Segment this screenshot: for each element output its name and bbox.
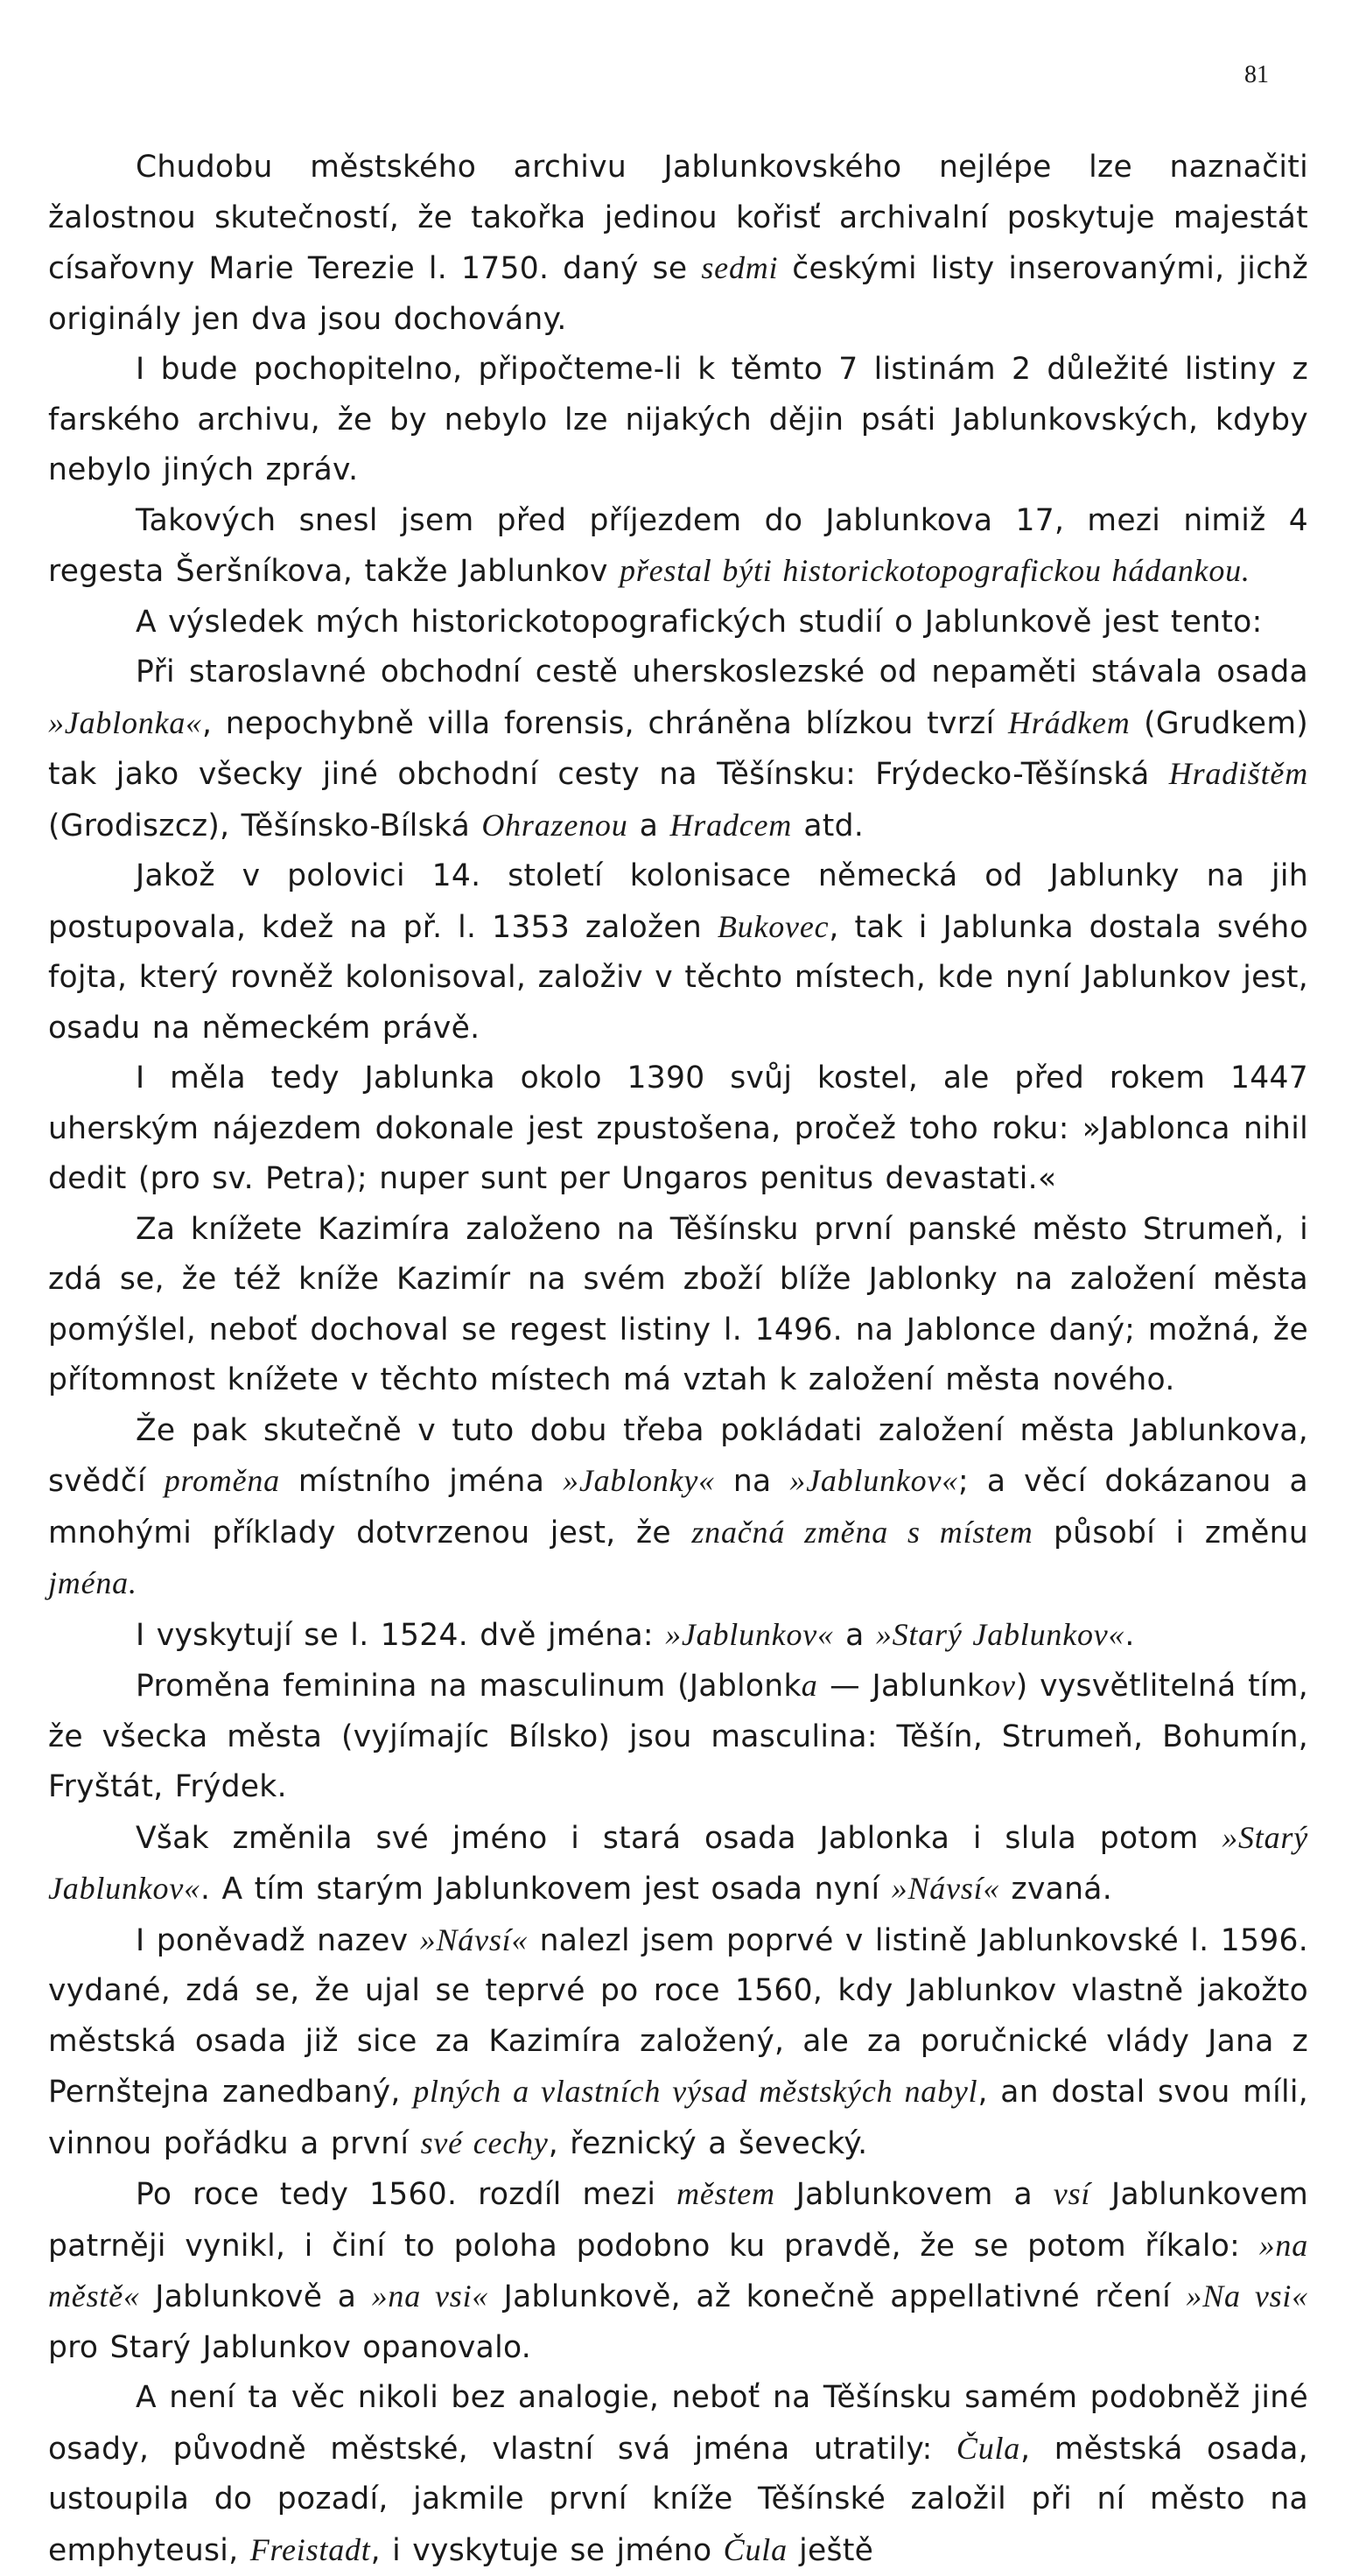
italic-run: »Návsí« <box>891 1871 1000 1906</box>
italic-run: »na městě« <box>48 2227 1308 2314</box>
text-run: , řeznický a ševecký. <box>548 2125 868 2161</box>
text-run: a <box>833 1617 876 1653</box>
italic-run: a <box>801 1668 818 1703</box>
italic-run: Hradcem <box>669 807 793 843</box>
italic-run: městem <box>676 2176 775 2211</box>
text-run: (Grodiszcz), Těšínsko-Bílská <box>48 808 482 844</box>
text-run: I bude pochopitelno, připočteme-li k těmto 7 listinám 2 důležité listiny z farského archivu, že by nebylo lze nijakých dějin psáti Jablunkovských, kdyby nebylo jiných zpráv. <box>48 352 1308 487</box>
body-text <box>48 143 1308 2576</box>
paragraph <box>48 1205 1308 1406</box>
italic-run: přestal býti historickotopografickou hádankou. <box>620 553 1250 588</box>
text-run: I měla tedy Jablunka okolo 1390 svůj kostel, ale před rokem 1447 uherským nájezdem dokonale jest zpustošena, pročež toho roku: »Jablonca nihil dedit (pro sv. Petra); nuper sunt per Ungaros penitus devastati.« <box>48 1060 1308 1196</box>
text-run: místního jména <box>280 1464 564 1499</box>
text-run: , an dostal svou míli, vinnou pořádku a první <box>48 2075 1309 2161</box>
text-run: ; a věcí dokázanou a mnohými příklady dotvrzenou jest, že <box>48 1464 1308 1550</box>
text-run: . A tím starým Jablunkovem jest osada nyní <box>200 1872 892 1907</box>
text-run: A výsledek mých historickotopografických studií o Jablunkově jest tento: <box>136 604 1263 640</box>
paragraph <box>48 2169 1308 2373</box>
text-run: Že pak skutečně v tuto dobu třeba pokládati založení města Jablunkova, svědčí <box>48 1412 1308 1499</box>
italic-run: »Starý Jablunkov« <box>48 1819 1308 1906</box>
paragraph <box>48 143 1308 345</box>
text-run: Po roce tedy 1560. rozdíl mezi <box>136 2177 677 2212</box>
text-run: nalezl jsem poprvé v listině Jablunkovské l. 1596. vydané, zdá se, že ujal se teprvé po roce 1560, kdy Jablunkov vlastně jakožto městská osada již sice za Kazimíra založený, ale za poručnické vlády Jana z Pernštejna zanedbaný, <box>48 1922 1308 2110</box>
text-run: a <box>627 808 670 844</box>
text-run: Však změnila své jméno i stará osada Jablonka i slula potom <box>136 1820 1222 1856</box>
text-run: Za knížete Kazimíra založeno na Těšínsku první panské město Strumeň, i zdá se, že též kníže Kazimír na svém zboží blíže Jablonky na založení města pomýšlel, neboť dochoval se regest listiny l. 1496. na Jablonce daný; možná, že přítomnost knížete v těchto místech má vztah k založení města nového. <box>48 1211 1308 1397</box>
italic-run: jména. <box>48 1565 137 1600</box>
italic-run: Čula <box>723 2531 788 2567</box>
paragraph <box>48 496 1308 598</box>
text-run: . <box>1124 1617 1135 1653</box>
text-run: zvaná. <box>999 1872 1112 1907</box>
text-run: Jakož v polovici 14. století kolonisace německá od Jablunky na jih postupovala, kdež na př. l. 1353 založen <box>48 858 1308 945</box>
italic-run: »Jablonka« <box>48 704 202 740</box>
text-run: českými listy inserovanými, jichž originály jen dva jsou dochovány. <box>48 251 1308 337</box>
italic-run: ov <box>984 1668 1016 1703</box>
text-run: ještě <box>787 2532 874 2568</box>
text-run: působí i změnu <box>1033 1515 1308 1550</box>
italic-run: Čula <box>956 2430 1021 2466</box>
text-run: I poněvadž nazev <box>136 1922 420 1958</box>
italic-run: »Na vsi« <box>1186 2278 1309 2314</box>
italic-run: »Jablunkov« <box>665 1616 834 1652</box>
text-run: na <box>714 1464 790 1499</box>
italic-run: své cechy <box>420 2124 549 2160</box>
text-run: , nepochybně villa forensis, chráněna blízkou tvrzí <box>201 705 1008 741</box>
text-run: Při staroslavné obchodní cestě uherskoslezské od nepaměti stávala osada <box>136 654 1308 690</box>
text-run: Jablunkově, až konečně appellativné rčení <box>488 2279 1187 2314</box>
text-run: I vyskytují se l. 1524. dvě jména: <box>136 1617 666 1653</box>
text-run: atd. <box>792 808 865 844</box>
text-run: Jablunkovem a <box>774 2177 1054 2212</box>
text-run: (Grudkem) tak jako všecky jiné obchodní cesty na Těšínsku: Frýdecko-Těšínská <box>48 705 1308 792</box>
paragraph <box>48 1610 1308 1662</box>
italic-run: proměna <box>164 1463 280 1498</box>
paragraph <box>48 1915 1308 2170</box>
italic-run: Hradištěm <box>1168 756 1308 791</box>
paragraph <box>48 1661 1308 1813</box>
text-run: Jablunkově a <box>139 2279 372 2314</box>
page-number: 81 <box>1244 61 1269 88</box>
paragraph <box>48 1813 1308 1915</box>
italic-run: »Jablonky« <box>563 1463 715 1498</box>
italic-run: plných a vlastních výsad městských nabyl <box>413 2074 978 2109</box>
paragraph <box>48 851 1308 1054</box>
text-run: , městská osada, ustoupila do pozadí, jakmile první kníže Těšínské založil při ní město na emphyteusi, <box>48 2431 1308 2568</box>
paragraph <box>48 598 1308 648</box>
italic-run: značná změna s místem <box>691 1514 1033 1550</box>
paragraph <box>48 2373 1308 2576</box>
italic-run: »Návsí« <box>419 1922 529 1957</box>
paragraph <box>48 648 1308 851</box>
text-run: Proměna feminina na masculinum (Jablonk <box>136 1669 802 1704</box>
text-run: — Jablunk <box>817 1669 985 1704</box>
text-run: Chudobu městského archivu Jablunkovského nejlépe lze naznačiti žalostnou skutečností, že takořka jedinou kořisť archivalní poskytuje majestát císařovny Marie Terezie l. 1750. daný se <box>48 150 1308 286</box>
italic-run: Bukovec <box>717 908 830 944</box>
italic-run: sedmi <box>701 250 779 285</box>
italic-run: vsí <box>1053 2176 1091 2211</box>
italic-run: »Jablunkov« <box>789 1463 959 1498</box>
text-run: ) vysvětlitelná tím, že všecka města (vyjímajíc Bílsko) jsou masculina: Těšín, Strumeň, Bohumín, Fryštát, Frýdek. <box>48 1669 1308 1804</box>
text-run: Jablunkovem patrněji vynikl, i činí to poloha podobno ku pravdě, že se potom říkalo: <box>48 2177 1308 2264</box>
text-run: pro Starý Jablunkov opanovalo. <box>48 2329 532 2365</box>
text-run: A není ta věc nikoli bez analogie, neboť na Těšínsku samém podobněž jiné osady, původně městské, vlastní svá jména utratily: <box>48 2380 1308 2467</box>
italic-run: Hrádkem <box>1008 704 1131 740</box>
text-run: , i vyskytuje se jméno <box>370 2532 724 2568</box>
paragraph <box>48 1406 1308 1610</box>
italic-run: Freistadt <box>249 2531 371 2567</box>
text-run: , tak i Jablunka dostala svého fojta, který rovněž kolonisoval, založiv v těchto místech, kde nyní Jablunkov jest, osadu na německém právě. <box>48 909 1309 1046</box>
italic-run: »Starý Jablunkov« <box>875 1616 1125 1652</box>
paragraph <box>48 1054 1308 1205</box>
paragraph <box>48 345 1308 496</box>
italic-run: »na vsi« <box>371 2278 489 2314</box>
italic-run: Ohrazenou <box>481 807 628 843</box>
text-run: Takových snesl jsem před příjezdem do Jablunkova 17, mezi nimiž 4 regesta Šeršníkova, takže Jablunkov <box>48 502 1308 589</box>
